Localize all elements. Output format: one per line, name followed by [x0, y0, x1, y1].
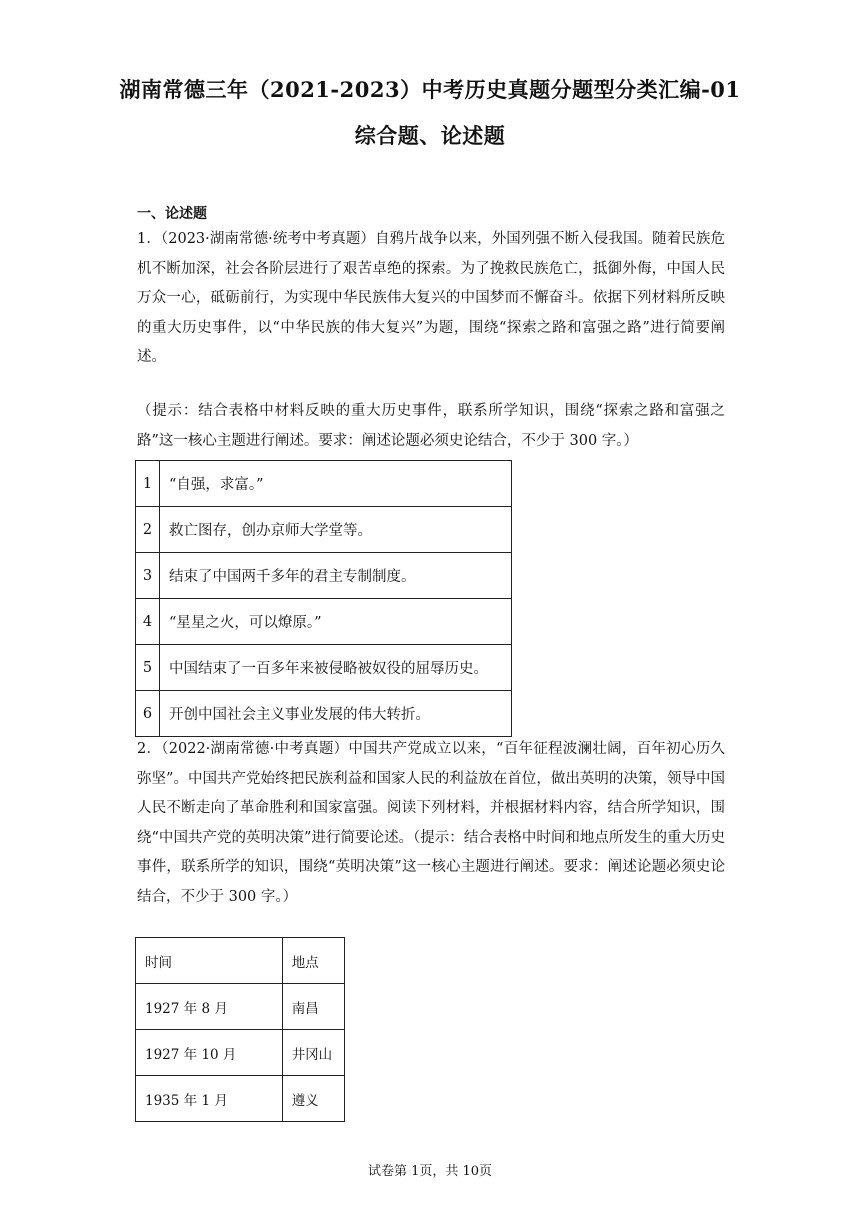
table-row — [136, 984, 345, 1030]
table-row — [136, 1030, 345, 1076]
cell-time: 1927 年 8 月 — [136, 984, 283, 1030]
table-row — [136, 1076, 345, 1122]
table-row — [136, 645, 512, 691]
row-text: “自强，求富。” — [160, 461, 512, 507]
question-1-hint: （提示：结合表格中材料反映的重大历史事件，联系所学知识，围绕“探索之路和富强之路”这一核心主题进行阐述。要求：阐述论题必须史论结合，不少于 300 字。） — [137, 403, 725, 449]
row-number: 4 — [136, 599, 160, 645]
table-row — [136, 691, 512, 737]
document-title-line1: 湖南常德三年（2021-2023）中考历史真题分题型分类汇编-01 — [119, 77, 741, 102]
page-footer: 试卷第 1页，共 10页 — [367, 1164, 493, 1179]
row-number: 1 — [136, 461, 160, 507]
row-text: “星星之火，可以燎原。” — [160, 599, 512, 645]
row-text: 开创中国社会主义事业发展的伟大转折。 — [160, 691, 512, 737]
table-row — [136, 599, 512, 645]
row-text: 结束了中国两千多年的君主专制制度。 — [160, 553, 512, 599]
question-2-table — [135, 937, 345, 1122]
row-text: 中国结束了一百多年来被侵略被奴役的屈辱历史。 — [160, 645, 512, 691]
cell-time: 1927 年 10 月 — [136, 1030, 283, 1076]
table-header-row — [136, 938, 345, 984]
cell-place: 南昌 — [282, 984, 344, 1030]
row-text: 救亡图存，创办京师大学堂等。 — [160, 507, 512, 553]
header-place: 地点 — [282, 938, 344, 984]
header-time: 时间 — [136, 938, 283, 984]
row-number: 6 — [136, 691, 160, 737]
table-row — [136, 461, 512, 507]
section-heading: 一、论述题 — [137, 206, 207, 222]
table-row — [136, 507, 512, 553]
document-title-line2: 综合题、论述题 — [354, 123, 506, 148]
row-number: 3 — [136, 553, 160, 599]
cell-place: 井冈山 — [282, 1030, 344, 1076]
cell-time: 1935 年 1 月 — [136, 1076, 283, 1122]
question-2-text: 2．（2022·湖南常德·中考真题）中国共产党成立以来，“百年征程波澜壮阔，百年初心历久弥坚”。中国共产党始终把民族利益和国家人民的利益放在首位，做出英明的决策，领导中国人民不断走向了革命胜利和国家富强。阅读下列材料，并根据材料内容，结合所学知识，围绕“中国共产党的英明决策”进行简要论述。（提示：结合表格中时间和地点所发生的重大历史事件，联系所学的知识，围绕“英明决策”这一核心主题进行阐述。要求：阐述论题必须史论结合，不少于 300 字。） — [137, 741, 725, 905]
row-number: 5 — [136, 645, 160, 691]
cell-place: 遵义 — [282, 1076, 344, 1122]
table-row — [136, 553, 512, 599]
question-1-text: 1．（2023·湖南常德·统考中考真题）自鸦片战争以来，外国列强不断入侵我国。随着民族危机不断加深，社会各阶层进行了艰苦卓绝的探索。为了挽救民族危亡，抵御外侮，中国人民万众一心，砥砺前行，为实现中华民族伟大复兴的中国梦而不懈奋斗。依据下列材料所反映的重大历史事件，以“中华民族的伟大复兴”为题，围绕“探索之路和富强之路”进行简要阐述。 — [137, 231, 725, 365]
question-1-table — [135, 460, 512, 737]
row-number: 2 — [136, 507, 160, 553]
